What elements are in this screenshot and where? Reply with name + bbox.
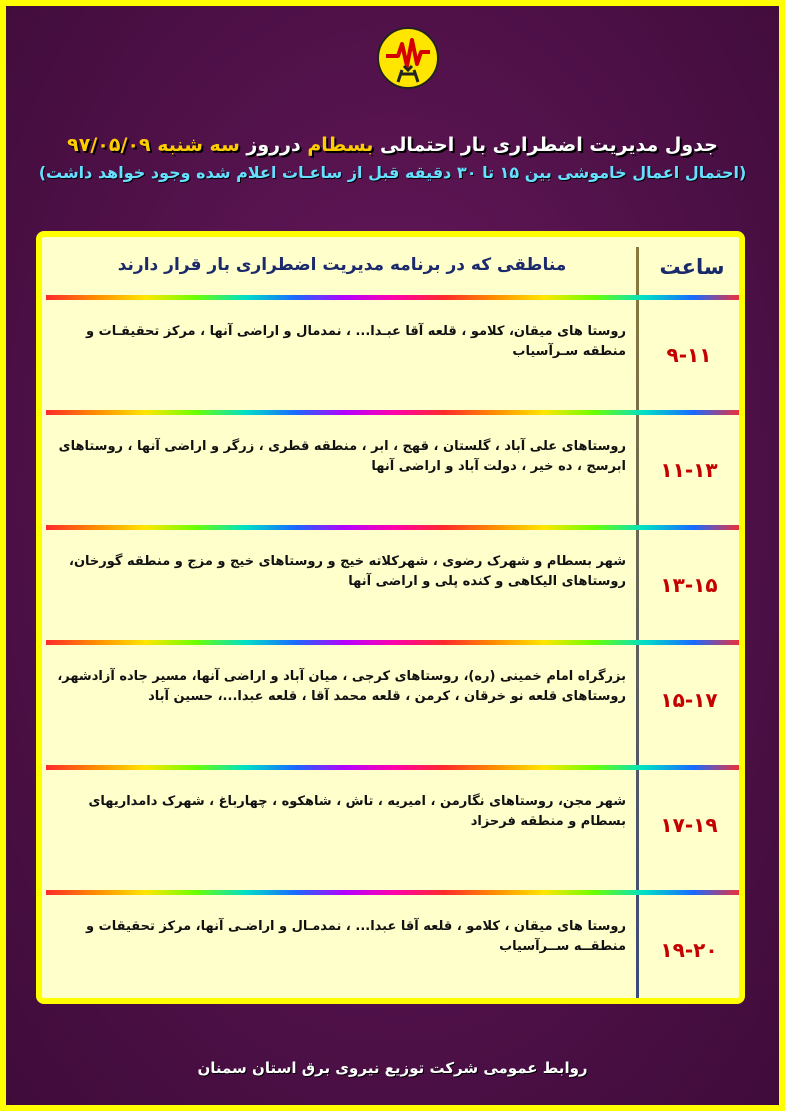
page-subtitle: (احتمال اعمال خاموشی بین ۱۵ تا ۳۰ دقیقه قبل از ساعـات اعلام شده وجود خواهد داشت)	[38, 163, 747, 182]
header-areas: مناطقی که در برنامه مدیریت اضطراری بار قرار دارند	[117, 255, 567, 275]
title-date: سه شنبه ۹۷/۰۵/۰۹	[67, 134, 240, 156]
table-row	[42, 645, 739, 755]
row-areas: روستا های میقان ، کلامو ، قلعه آقا عبدا... ، نمدمـال و اراضـی آنها، مرکز تحقیقات و منطقــه ســرآسیاب	[86, 919, 626, 954]
table-row	[42, 300, 739, 410]
row-areas: روستاهای علی آباد ، گلستان ، قهج ، ابر ، منطقه قطری ، زرگر و اراضی آنها ، روستاهای ابرسج ، ده خیر ، دولت آباد و اراضی آنها	[58, 439, 626, 474]
row-areas: شهر بسطام و شهرک رضوی ، شهرکلاته خیج و روستاهای خیج و مزج و منطقه گورخان، روستاهای الیکاهی و کنده پلی و اراضی آنها	[69, 554, 626, 589]
page-title	[26, 134, 759, 156]
row-time: ۱۷-۱۹	[660, 813, 718, 837]
schedule-table	[36, 231, 745, 1004]
table-row	[42, 530, 739, 640]
row-time: ۱۹-۲۰	[660, 938, 718, 962]
row-areas: روستا های میقان، کلامو ، قلعه آقا عبـدا... ، نمدمال و اراضی آنها ، مرکز تحقیقـات و منطقه سـرآسیاب	[86, 324, 626, 359]
row-time: ۹-۱۱	[666, 343, 712, 367]
row-time: ۱۳-۱۵	[660, 573, 718, 597]
row-areas: بزرگراه امام خمینی (ره)، روستاهای کرجی ، میان آباد و اراضی آنها، مسیر جاده آزادشهر، روستاهای قلعه نو خرقان ، کرمن ، قلعه محمد آقا ، قلعه عبدا...، حسین آباد	[57, 669, 626, 704]
row-areas: شهر مجن، روستاهای نگارمن ، امیریه ، تاش ، شاهکوه ، چهارباغ ، شهرک دامداریهای بسطام و منطقه فرحزاد	[88, 794, 626, 829]
row-time: ۱۱-۱۳	[660, 458, 718, 482]
electricity-company-logo-icon	[376, 26, 440, 90]
title-city: بسطام	[307, 134, 374, 156]
title-part1: جدول مدیریت اضطراری بار احتمالی	[380, 134, 718, 156]
table-row	[42, 895, 739, 1004]
poster-frame	[6, 6, 779, 1105]
table-row	[42, 415, 739, 525]
table-row	[42, 770, 739, 880]
title-part2: درروز	[246, 134, 301, 156]
row-time: ۱۵-۱۷	[660, 688, 718, 712]
header-time: ساعت	[659, 255, 725, 279]
footer-credit: روابط عمومی شرکت توزیع نیروی برق استان سمنان	[197, 1059, 588, 1077]
